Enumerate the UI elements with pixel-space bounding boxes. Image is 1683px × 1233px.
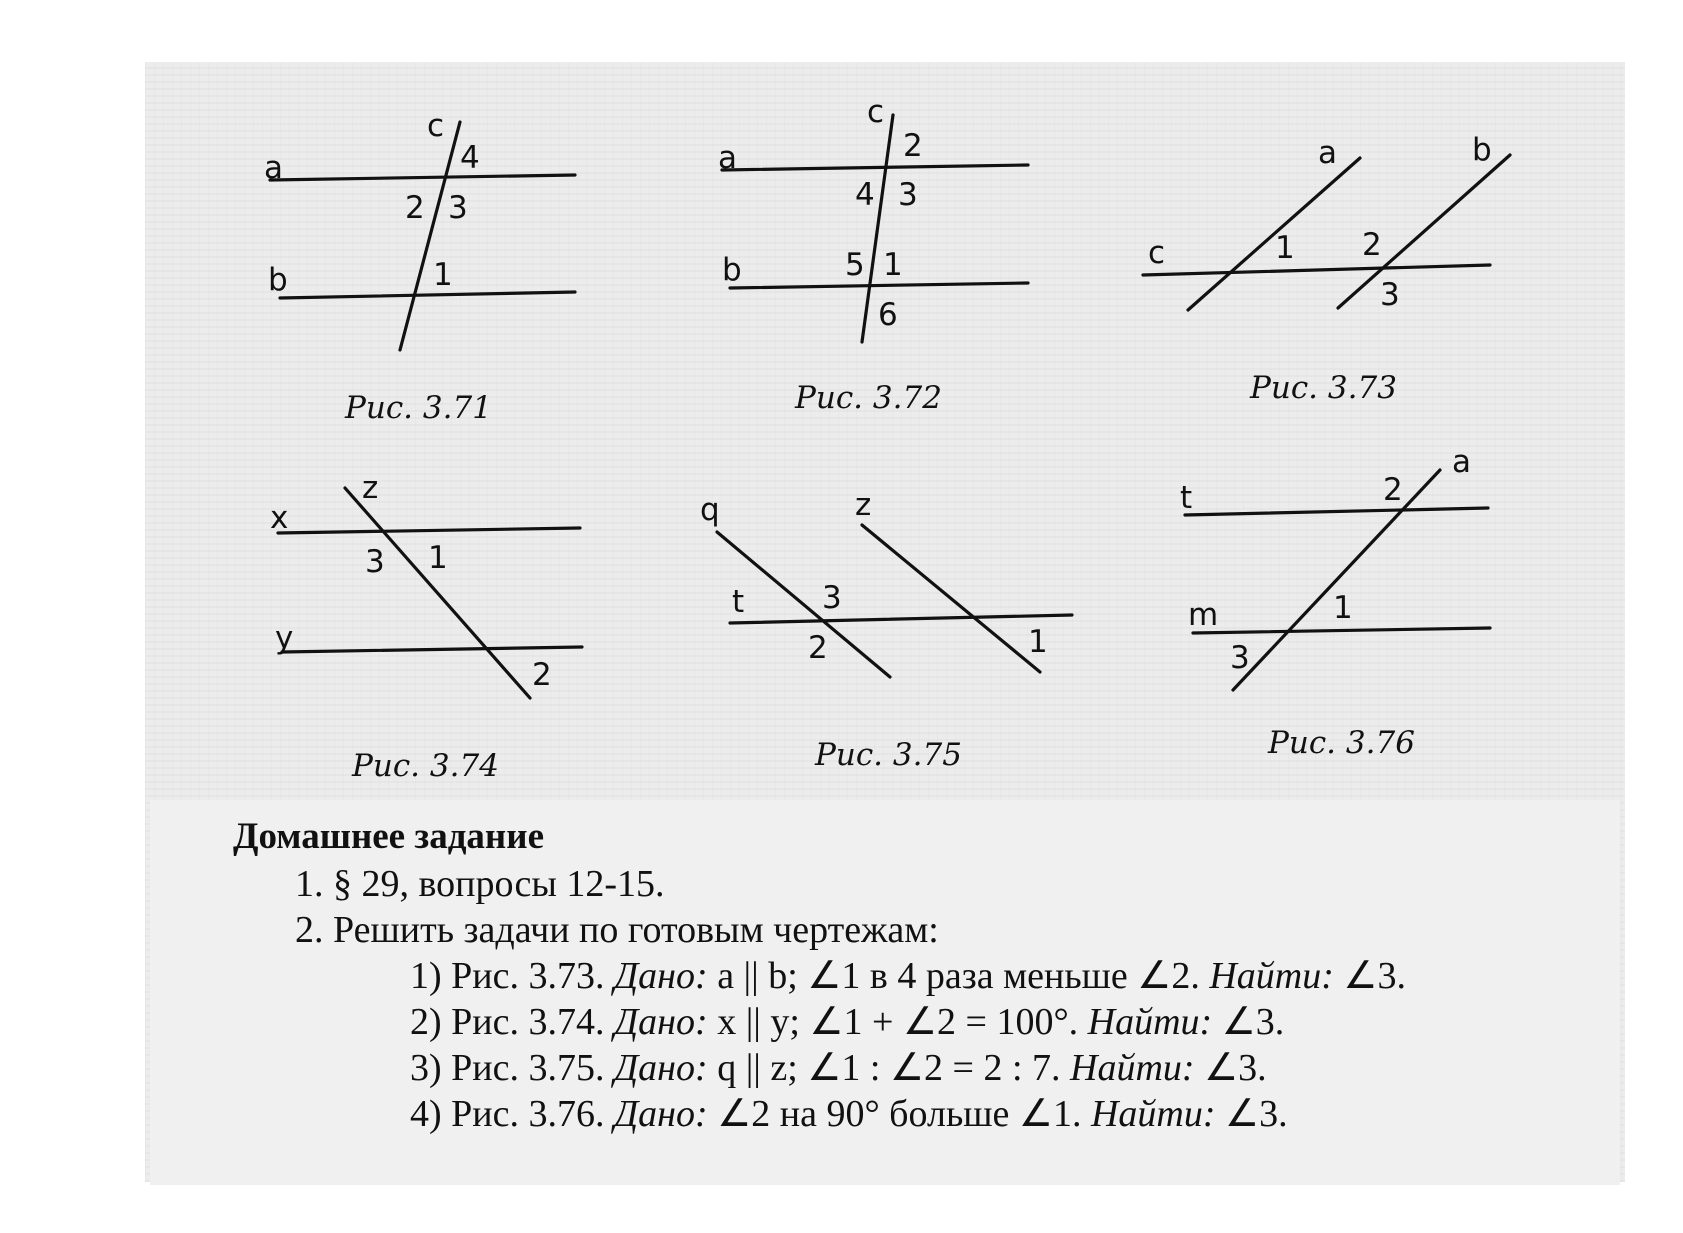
label-a: a xyxy=(264,150,283,186)
task-ref: 1) Рис. 3.73. xyxy=(410,955,605,997)
angle-2: 2 xyxy=(532,657,552,693)
angle-4: 4 xyxy=(460,140,480,176)
figure-3-75 xyxy=(700,487,1072,773)
angle-3: 3 xyxy=(822,580,842,616)
line-z xyxy=(862,525,1040,672)
label-m: m xyxy=(1188,597,1219,633)
angle-1: 1 xyxy=(1028,624,1048,660)
task-condition: ∠2 на 90° больше ∠1. xyxy=(717,1093,1082,1135)
task-1 xyxy=(410,953,1406,998)
label-t: t xyxy=(1180,480,1193,516)
given-label: Дано: xyxy=(614,1093,708,1135)
line-m xyxy=(1193,628,1490,633)
task-condition: q || z; ∠1 : ∠2 = 2 : 7. xyxy=(717,1047,1061,1089)
angle-1: 1 xyxy=(883,247,903,283)
find-label: Найти: xyxy=(1209,955,1334,997)
line-y xyxy=(282,647,582,652)
angle-1: 1 xyxy=(428,540,448,576)
caption-3-73: Рис. 3.73 xyxy=(1250,370,1397,406)
task-find: ∠3. xyxy=(1225,1093,1288,1135)
caption-3-75: Рис. 3.75 xyxy=(815,737,962,773)
label-t: t xyxy=(732,584,745,620)
line-b xyxy=(280,292,575,298)
task-find: ∠3. xyxy=(1221,1001,1285,1043)
angle-3: 3 xyxy=(365,544,385,580)
line-c xyxy=(1143,265,1490,275)
angle-6: 6 xyxy=(878,297,898,333)
line-a xyxy=(1188,158,1360,310)
task-4 xyxy=(410,1091,1288,1136)
label-x: x xyxy=(270,500,289,536)
angle-3: 3 xyxy=(1230,640,1250,676)
label-a: a xyxy=(718,140,737,176)
angle-5: 5 xyxy=(845,247,865,283)
label-b: b xyxy=(268,262,288,298)
label-b: b xyxy=(1472,132,1492,168)
caption-3-76: Рис. 3.76 xyxy=(1268,725,1415,761)
task-condition: a || b; ∠1 в 4 раза меньше ∠2. xyxy=(717,955,1200,997)
angle-1: 1 xyxy=(1333,590,1353,626)
angle-1: 1 xyxy=(433,257,453,293)
angle-4: 4 xyxy=(855,177,875,213)
figure-3-76 xyxy=(1180,444,1490,761)
task-find: ∠3. xyxy=(1204,1047,1267,1089)
caption-3-74: Рис. 3.74 xyxy=(352,748,499,784)
line-a xyxy=(1233,470,1440,690)
angle-2: 2 xyxy=(903,128,923,164)
angle-3: 3 xyxy=(448,190,468,226)
line-t xyxy=(1185,508,1488,515)
label-b: b xyxy=(722,252,742,288)
given-label: Дано: xyxy=(614,1047,708,1089)
angle-3: 3 xyxy=(1380,277,1400,313)
angle-1: 1 xyxy=(1275,230,1295,266)
find-label: Найти: xyxy=(1087,1001,1213,1043)
figure-3-71 xyxy=(264,108,575,426)
figure-3-73 xyxy=(1143,132,1510,406)
label-q: q xyxy=(700,492,720,528)
caption-3-71: Рис. 3.71 xyxy=(345,390,492,426)
label-z: z xyxy=(362,470,379,506)
line-a xyxy=(722,165,1028,170)
label-y: y xyxy=(275,620,294,656)
task-ref: 4) Рис. 3.76. xyxy=(410,1093,605,1135)
homework-title: Домашнее задание xyxy=(233,816,544,857)
task-ref: 2) Рис. 3.74. xyxy=(410,1001,605,1043)
task-ref: 3) Рис. 3.75. xyxy=(410,1047,605,1089)
homework-item-2: 2. Решить задачи по готовым чертежам: xyxy=(295,909,939,951)
label-c: c xyxy=(427,108,445,144)
homework-item-1: 1. § 29, вопросы 12-15. xyxy=(295,863,665,905)
task-3 xyxy=(410,1045,1267,1090)
label-c: c xyxy=(1148,235,1166,271)
label-c: c xyxy=(867,94,885,130)
task-find: ∠3. xyxy=(1343,955,1406,997)
label-z: z xyxy=(855,487,872,523)
line-x xyxy=(278,528,580,533)
figure-3-72 xyxy=(718,94,1028,416)
angle-2: 2 xyxy=(808,630,828,666)
angle-2: 2 xyxy=(1383,472,1403,508)
caption-3-72: Рис. 3.72 xyxy=(795,380,942,416)
figure-3-74 xyxy=(270,470,582,784)
label-a: a xyxy=(1452,444,1471,480)
angle-3: 3 xyxy=(898,177,918,213)
line-a xyxy=(270,175,575,180)
transversal-z xyxy=(345,488,530,698)
given-label: Дано: xyxy=(614,1001,708,1043)
label-a: a xyxy=(1318,135,1337,171)
angle-2: 2 xyxy=(1362,227,1382,263)
transversal-c xyxy=(400,122,460,350)
task-2 xyxy=(410,999,1284,1044)
find-label: Найти: xyxy=(1070,1047,1195,1089)
task-condition: x || y; ∠1 + ∠2 = 100°. xyxy=(717,1001,1079,1043)
angle-2: 2 xyxy=(405,190,425,226)
find-label: Найти: xyxy=(1090,1093,1216,1135)
given-label: Дано: xyxy=(614,955,708,997)
line-b xyxy=(730,283,1028,288)
line-t xyxy=(730,615,1072,623)
